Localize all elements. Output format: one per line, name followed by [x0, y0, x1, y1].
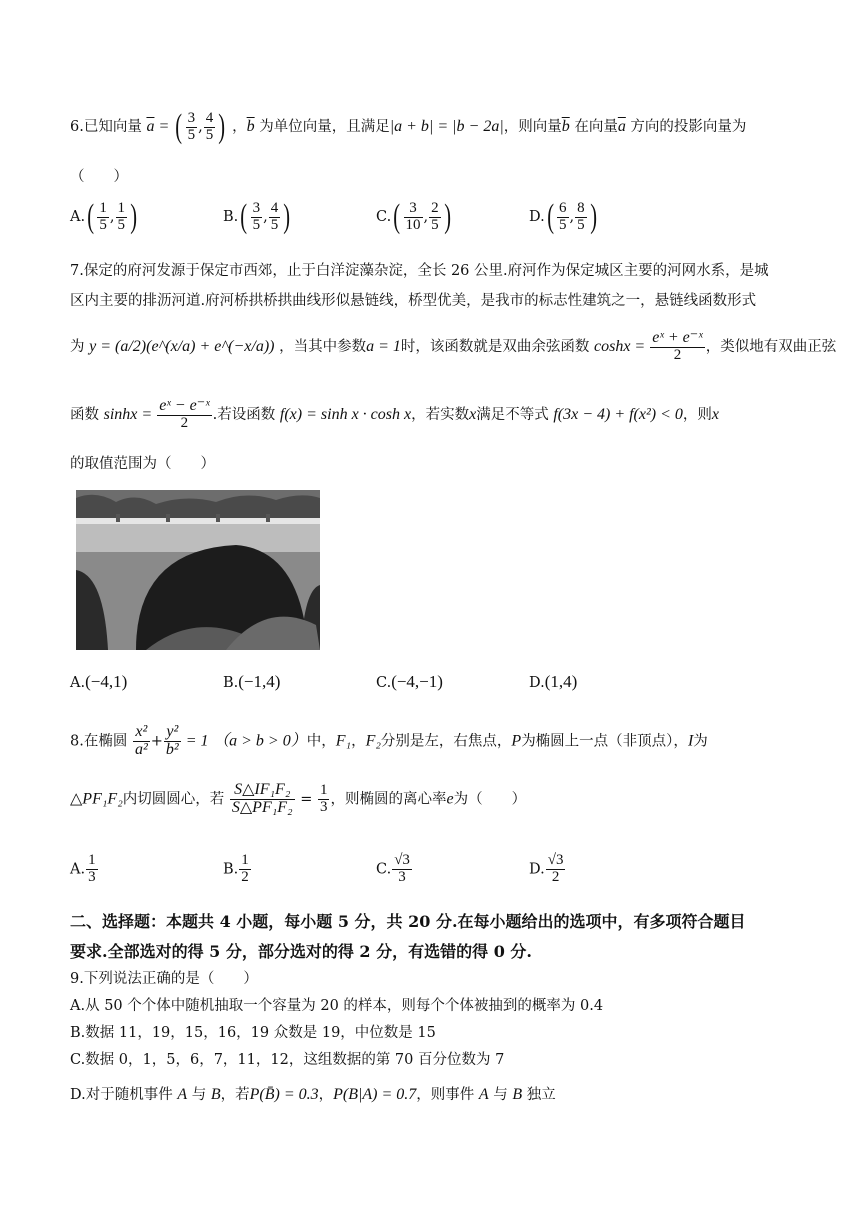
q6-line1: 6.已知向量 $\overline{a}$ = ( $\frac{3}{5}$ , $\frac{4}{5}$ ) ，$\overline{b}$ 为单位向量，且满足|a + b| = |b − 2a|，则向量$\overline{b}$ 在向量$\overline{a}$ 方向的投影向量为 [70, 108, 747, 145]
q7-line5: 的取值范围为（ ） [70, 456, 215, 472]
q7-line1: 7.保定的府河发源于保定市西郊，止于白洋淀藻杂淀，全长 26 公里.府河作为保定城区主要的河网水系，是城 [70, 263, 769, 279]
q9-option-b: B.数据 11，19，15，16，19 众数是 19，中位数是 15 [70, 1025, 436, 1041]
q7-option: C.(−4,−1) [376, 672, 443, 691]
section2-line2: 要求.全部选对的得 5 分，部分选对的得 2 分，有选错的得 0 分. [70, 942, 532, 961]
q9-option-c: C.数据 0，1，5，6，7，11，12，这组数据的第 70 百分位数为 7 [70, 1052, 505, 1068]
ellipse-x-frac: $\frac{\text{x²}}{\text{a²}}$ [134, 723, 148, 758]
q6-option: A.( $\frac{1}{5}$ , $\frac{1}{5}$ ) [70, 198, 138, 235]
section2-line1: 二、选择题：本题共 4 小题，每小题 5 分，共 20 分.在每小题给出的选项中，有多项符合题目 [70, 912, 746, 931]
cosh-frac: $\frac{\text{eˣ + e⁻ˣ}}{2}$ [652, 329, 703, 363]
q6-option: B.( $\frac{3}{5}$ , $\frac{4}{5}$ ) [223, 198, 291, 235]
bridge-photo [76, 490, 320, 650]
q7-option: D.(1,4) [529, 672, 578, 691]
frac: $\frac{3}{5}$ [187, 109, 196, 143]
q7-line2: 区内主要的排沥河道.府河桥拱桥拱曲线形似悬链线，桥型优美，是我市的标志性建筑之一，悬链线函数形式 [70, 293, 757, 309]
q6-option: C.( $\frac{3}{10}$ , $\frac{2}{5}$ ) [376, 198, 451, 235]
q8-line2: △PF₁F₂内切圆圆心，若 $\frac{\text{S△IF₁F₂}}{\text{S△PF₁F₂}}$ = $\frac{1}{3}$ ，则椭圆的离心率e为（ ） [70, 781, 527, 816]
q9-option-a: A.从 50 个个体中随机抽取一个容量为 20 的样本，则每个个体被抽到的概率为 0.4 [70, 998, 604, 1014]
q7-line4: 函数 sinhx = $\frac{\text{eˣ − e⁻ˣ}}{2}$ .若设函数 f(x) = sinh x · cosh x，若实数x满足不等式 f(3x − 4) + f(x²) < 0，则x [70, 397, 720, 431]
vec-b: $\overline{b}$ [246, 118, 255, 135]
q8-option: A. $\frac{1}{3}$ [70, 852, 96, 885]
q9-stem: 9.下列说法正确的是（ ） [70, 971, 258, 987]
q9-option-d: D.对于随机事件 A 与 B，若P(B̄) = 0.3，P(B|A) = 0.7，则事件 A 与 B 独立 [70, 1086, 556, 1103]
q8-option: B. $\frac{1}{2}$ [223, 852, 249, 885]
q7-line3: 为 y = (a/2)(e^(x/a) + e^(−x/a)) ，当其中参数a = 1时，该函数就是双曲余弦函数 coshx = $\frac{\text{eˣ + e⁻ˣ}}{2}$ ，类似地有双曲正弦 [70, 329, 837, 363]
catenary-formula: y = (a/2)(e^(x/a) + e^(−x/a)) [89, 337, 275, 355]
ellipse-y-frac: $\frac{\text{y²}}{\text{b²}}$ [165, 723, 179, 758]
q6-blank: （ ） [70, 169, 128, 185]
area-ratio-frac: $\frac{\text{S△IF₁F₂}}{\text{S△PF₁F₂}}$ [231, 781, 293, 816]
sinh-frac: $\frac{\text{eˣ − e⁻ˣ}}{2}$ [159, 397, 210, 431]
q6-condition: |a + b| = |b − 2a| [389, 118, 504, 135]
q8-line1: 8.在椭圆 $\frac{\text{x²}}{\text{a²}}$ + $\frac{\text{y²}}{\text{b²}}$ = 1 （a > b > 0）中，F₁，F₂分别是左，右焦点，P为椭圆上一点（非顶点），I为 [70, 723, 708, 758]
q8-option: C. $\frac{√3}{3}$ [376, 852, 410, 885]
frac: $\frac{4}{5}$ [205, 109, 214, 143]
ratio-value-frac: $\frac{1}{3}$ [319, 782, 328, 815]
q7-option: A.(−4,1) [70, 672, 128, 691]
vec-a: $\overline{a}$ [146, 118, 155, 135]
q6-option: D.( $\frac{6}{5}$ , $\frac{8}{5}$ ) [529, 198, 597, 235]
q8-option: D. $\frac{√3}{2}$ [529, 852, 564, 885]
q7-option: B.(−1,4) [223, 672, 281, 691]
